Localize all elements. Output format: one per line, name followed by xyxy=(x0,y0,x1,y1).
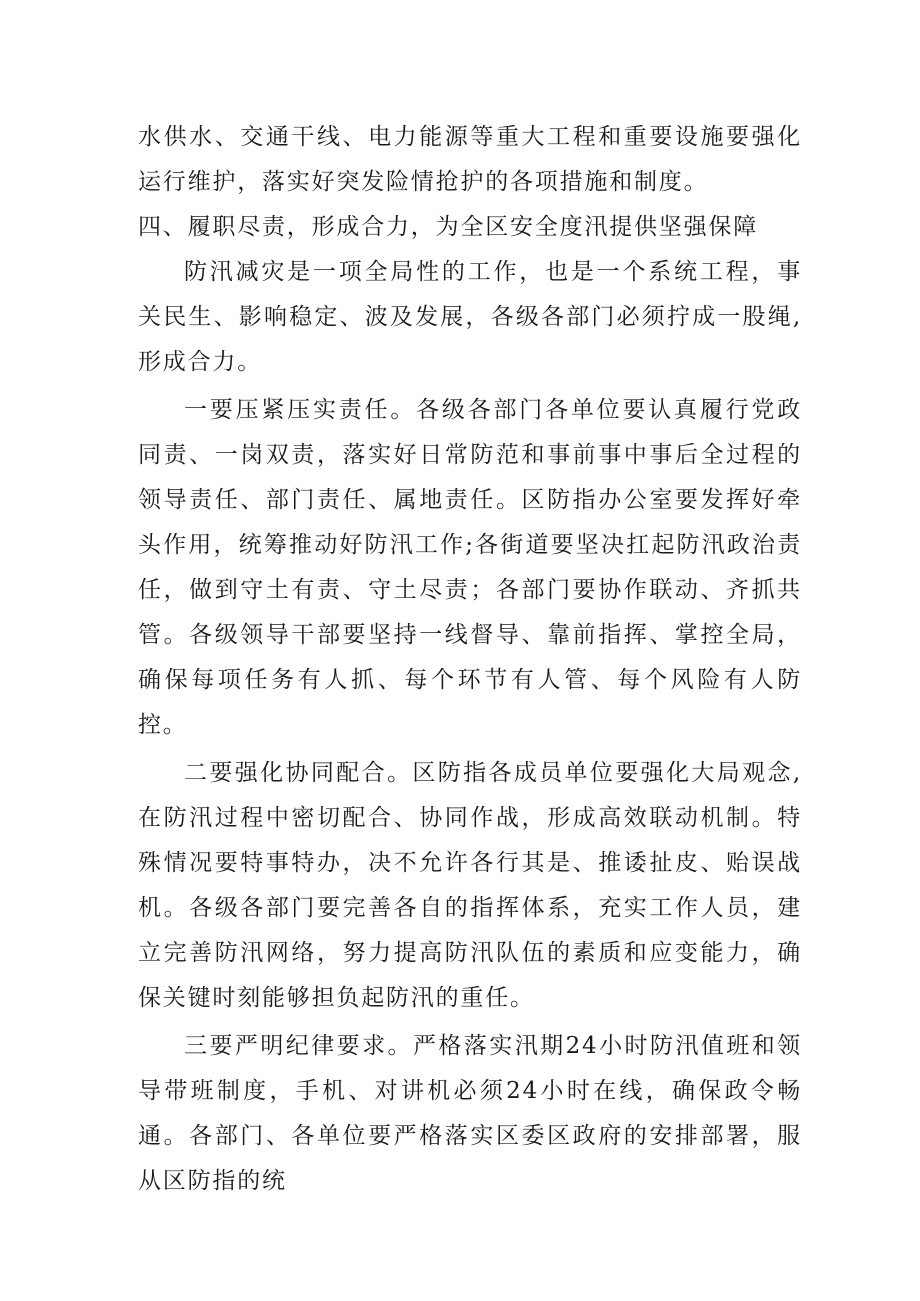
paragraph-continuation: 水供水、交通干线、电力能源等重大工程和重要设施要强化运行维护，落实好突发险情抢护的各项措施和制度。 xyxy=(138,124,802,195)
section-heading-four: 四、履职尽责，形成合力，为全区安全度汛提供坚强保障 xyxy=(138,214,758,240)
paragraph-intro: 防汛减灾是一项全局性的工作，也是一个系统工程，事关民生、影响稳定、波及发展，各级各部门必须拧成一股绳,形成合力。 xyxy=(138,259,802,375)
paragraph-third-requirement: 三要严明纪律要求。严格落实汛期24小时防汛值班和领导带班制度，手机、对讲机必须24小时在线，确保政令畅通。各部门、各单位要严格落实区委区政府的安排部署，服从区防指的统 xyxy=(138,1033,802,1194)
paragraph-first-requirement: 一要压紧压实责任。各级各部门各单位要认真履行党政同责、一岗双责，落实好日常防范和事前事中事后全过程的领导责任、部门责任、属地责任。区防指办公室要发挥好牵头作用，统筹推动好防汛工作;各街道要坚决扛起防汛政治责任，做到守土有责、守土尽责；各部门要协作联动、齐抓共管。各级领导干部要坚持一线督导、靠前指挥、掌控全局，确保每项任务有人抓、每个环节有人管、每个风险有人防控。 xyxy=(138,397,802,738)
document-body xyxy=(138,115,802,1204)
paragraph-second-requirement: 二要强化协同配合。区防指各成员单位要强化大局观念,在防汛过程中密切配合、协同作战，形成高效联动机制。特殊情况要特事特办，决不允许各行其是、推诿扯皮、贻误战机。各级各部门要完善各自的指挥体系，充实工作人员，建立完善防汛网络，努力提高防汛队伍的素质和应变能力，确保关键时刻能够担负起防汛的重任。 xyxy=(138,760,802,1011)
